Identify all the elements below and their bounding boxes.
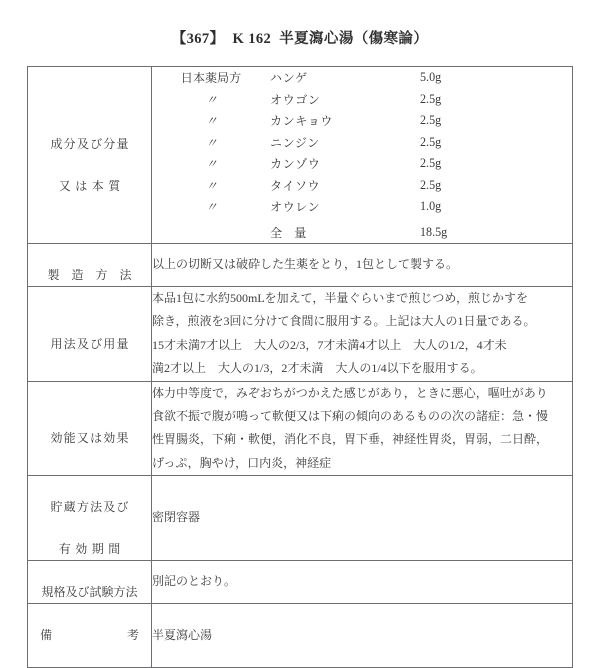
ingredient-row bbox=[152, 132, 573, 154]
ingredient-amount: 2.5g bbox=[420, 156, 442, 171]
ingredients-list bbox=[152, 67, 573, 243]
ingredients-cell bbox=[152, 67, 573, 244]
ingredient-source-ditto: 〃 bbox=[205, 157, 217, 172]
ingredient-amount: 2.5g bbox=[420, 113, 442, 128]
table-row-manufacturing bbox=[28, 244, 573, 287]
ingredient-amount: 2.5g bbox=[420, 91, 442, 106]
row-label-dosage-text: 用法及び用量 bbox=[50, 336, 130, 351]
ingredient-source: 日本薬局方 bbox=[180, 71, 242, 86]
spacer bbox=[152, 218, 270, 244]
efficacy-line: 性胃腸炎，下痢・軟便，消化不良，胃下垂，神経性胃炎，胃弱，二日酔， bbox=[152, 432, 549, 447]
spacer bbox=[530, 218, 573, 244]
ingredient-name: カンキョウ bbox=[270, 114, 333, 129]
ingredient-source-ditto: 〃 bbox=[205, 135, 217, 150]
row-label-remarks-left: 備 bbox=[40, 628, 53, 643]
row-label-ingredients-line2: 又は本質 bbox=[58, 179, 125, 193]
storage-text: 密閉容器 bbox=[152, 476, 573, 561]
row-label-manufacturing bbox=[28, 244, 152, 287]
drug-specification-table bbox=[27, 66, 573, 668]
ingredient-row bbox=[152, 110, 573, 132]
table-row-efficacy bbox=[28, 381, 573, 476]
dosage-line: 除き，煎液を3回に分けて食間に服用する。上記は大人の1日量である。 bbox=[152, 314, 536, 329]
ingredient-amount: 5.0g bbox=[420, 70, 442, 85]
spacer bbox=[530, 89, 573, 111]
ingredient-amount: 1.0g bbox=[420, 199, 442, 214]
row-label-storage bbox=[28, 476, 152, 561]
table-row-remarks bbox=[28, 604, 573, 668]
dosage-line: 本品1包に水約500mLを加えて，半量ぐらいまで煎じつめ，煎じかすを bbox=[152, 291, 528, 305]
dosage-line: 満2才以上 大人の1/3，2才未満 大人の1/4以下を服用する。 bbox=[152, 361, 483, 376]
efficacy-line: げっぷ，胸やけ，口内炎，神経症 bbox=[152, 455, 332, 470]
row-label-efficacy-text: 効能又は効果 bbox=[50, 431, 130, 446]
ingredient-name: タイソウ bbox=[270, 178, 321, 193]
spacer bbox=[530, 196, 573, 218]
row-label-storage-line2: 有効期間 bbox=[58, 542, 125, 557]
ingredient-amount: 2.5g bbox=[420, 134, 442, 149]
specification-text: 別記のとおり。 bbox=[152, 561, 573, 604]
ingredient-row bbox=[152, 175, 573, 197]
efficacy-line: 食欲不振で腹が鳴って軟便又は下痢の傾向のあるものの次の諸症：急・慢 bbox=[152, 408, 549, 423]
spacer bbox=[530, 67, 573, 89]
row-label-remarks bbox=[28, 604, 152, 668]
row-label-dosage bbox=[28, 287, 152, 382]
ingredient-total-amount: 18.5g bbox=[420, 224, 448, 239]
row-label-ingredients bbox=[28, 67, 152, 244]
ingredient-source-ditto: 〃 bbox=[205, 178, 217, 193]
spacer bbox=[530, 132, 573, 154]
ingredient-amount: 2.5g bbox=[420, 177, 442, 192]
row-label-storage-line1: 貯蔵方法及び bbox=[50, 500, 130, 515]
row-label-remarks-right: 考 bbox=[126, 628, 139, 643]
table-row-storage bbox=[28, 476, 573, 561]
row-label-specification bbox=[28, 561, 152, 604]
manufacturing-text: 以上の切断又は破砕した生薬をとり，1包として製する。 bbox=[152, 244, 573, 287]
row-label-specification-text: 規格及び試験方法 bbox=[41, 585, 138, 600]
row-label-efficacy bbox=[28, 381, 152, 476]
ingredient-name: ハンゲ bbox=[270, 71, 308, 86]
row-label-ingredients-line1: 成分及び分量 bbox=[50, 137, 130, 151]
row-label-manufacturing-text: 製 造 方 法 bbox=[47, 268, 136, 282]
ingredient-name: カンゾウ bbox=[270, 157, 321, 172]
dosage-text bbox=[152, 287, 573, 382]
ingredient-row bbox=[152, 67, 573, 89]
ingredient-row bbox=[152, 89, 573, 111]
ingredient-name: ニンジン bbox=[270, 135, 320, 150]
ingredient-row bbox=[152, 153, 573, 175]
efficacy-line: 体力中等度で，みぞおちがつかえた感じがあり，ときに悪心，嘔吐があり bbox=[152, 385, 548, 400]
spacer bbox=[530, 110, 573, 132]
ingredient-name: オウゴン bbox=[270, 92, 321, 107]
efficacy-text bbox=[152, 381, 573, 476]
ingredient-source-ditto: 〃 bbox=[205, 92, 217, 107]
spacer bbox=[530, 175, 573, 197]
ingredient-source-ditto: 〃 bbox=[205, 114, 217, 129]
table-row-ingredients bbox=[28, 67, 573, 244]
ingredient-source-ditto: 〃 bbox=[205, 200, 217, 215]
ingredient-total-label: 全 量 bbox=[270, 225, 307, 240]
page-title: 【367】 K 162 半夏瀉心湯（傷寒論） bbox=[171, 31, 429, 47]
ingredient-total-row bbox=[152, 218, 573, 244]
row-label-remarks-group bbox=[28, 625, 151, 646]
table-row-dosage bbox=[28, 287, 573, 382]
dosage-line: 15才未満7才以上 大人の2/3，7才未満4才以上 大人の1/2，4才未 bbox=[152, 337, 507, 352]
table-row-specification bbox=[28, 561, 573, 604]
spacer bbox=[530, 153, 573, 175]
remarks-text: 半夏瀉心湯 bbox=[152, 604, 573, 668]
ingredient-name: オウレン bbox=[270, 200, 321, 215]
ingredient-row-last bbox=[152, 196, 573, 218]
